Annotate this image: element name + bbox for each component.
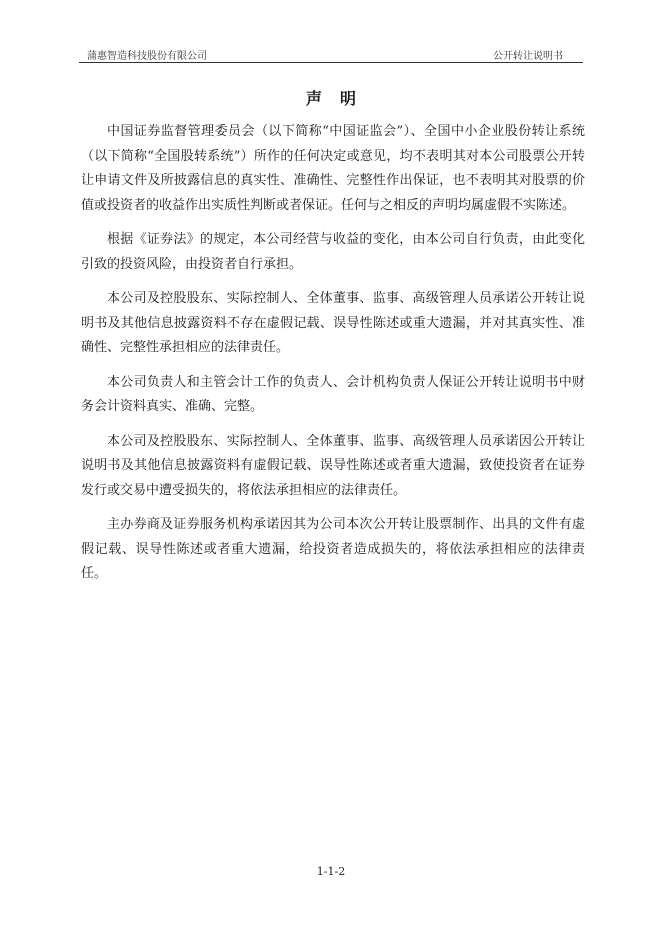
declaration-body bbox=[81, 120, 585, 597]
header-company-name: 蒲惠智造科技股份有限公司 bbox=[87, 51, 207, 62]
paragraph-financial-guarantee: 本公司负责人和主管会计工作的负责人、会计机构负责人保证公开转让说明书中财务会计资料真实、准确、完整。 bbox=[81, 374, 585, 414]
paragraph-broker-commitment: 主办券商及证券服务机构承诺因其为公司本次公开转让股票制作、出具的文件有虚假记载、误导性陈述或者重大遗漏，给投资者造成损失的，将依法承担相应的法律责任。 bbox=[81, 517, 585, 581]
paragraph-disclosure-commitment: 本公司及控股股东、实际控制人、全体董事、监事、高级管理人员承诺公开转让说明书及其他信息披露资料不存在虚假记载、误导性陈述或重大遗漏，并对其真实性、准确性、完整性承担相应的法律责任。 bbox=[81, 291, 585, 355]
paragraph-liability-commitment: 本公司及控股股东、实际控制人、全体董事、监事、高级管理人员承诺因公开转让说明书及其他信息披露资料有虚假记载、误导性陈述或者重大遗漏，致使投资者在证券发行或交易中遭受损失的，将依法承担相应的法律责任。 bbox=[81, 433, 585, 498]
header-document-type: 公开转让说明书 bbox=[493, 51, 563, 62]
page-header bbox=[79, 44, 583, 63]
page-title: 声明 bbox=[305, 89, 374, 108]
paragraph-securities-law: 根据《证券法》的规定，本公司经营与收益的变化，由本公司自行负责，由此变化引致的投资风险，由投资者自行承担。 bbox=[81, 232, 585, 272]
page-number: 1-1-2 bbox=[316, 865, 346, 878]
paragraph-regulator-disclaimer: 中国证券监督管理委员会（以下简称“中国证监会”）、全国中小企业股份转让系统（以下简称“全国股转系统”）所作的任何决定或意见，均不表明其对本公司股票公开转让申请文件及所披露信息的真实性、准确性、完整性作出保证，也不表明其对股票的价值或投资者的收益作出实质性判断或者保证。任何与之相反的声明均属虚假不实陈述。 bbox=[81, 124, 585, 213]
